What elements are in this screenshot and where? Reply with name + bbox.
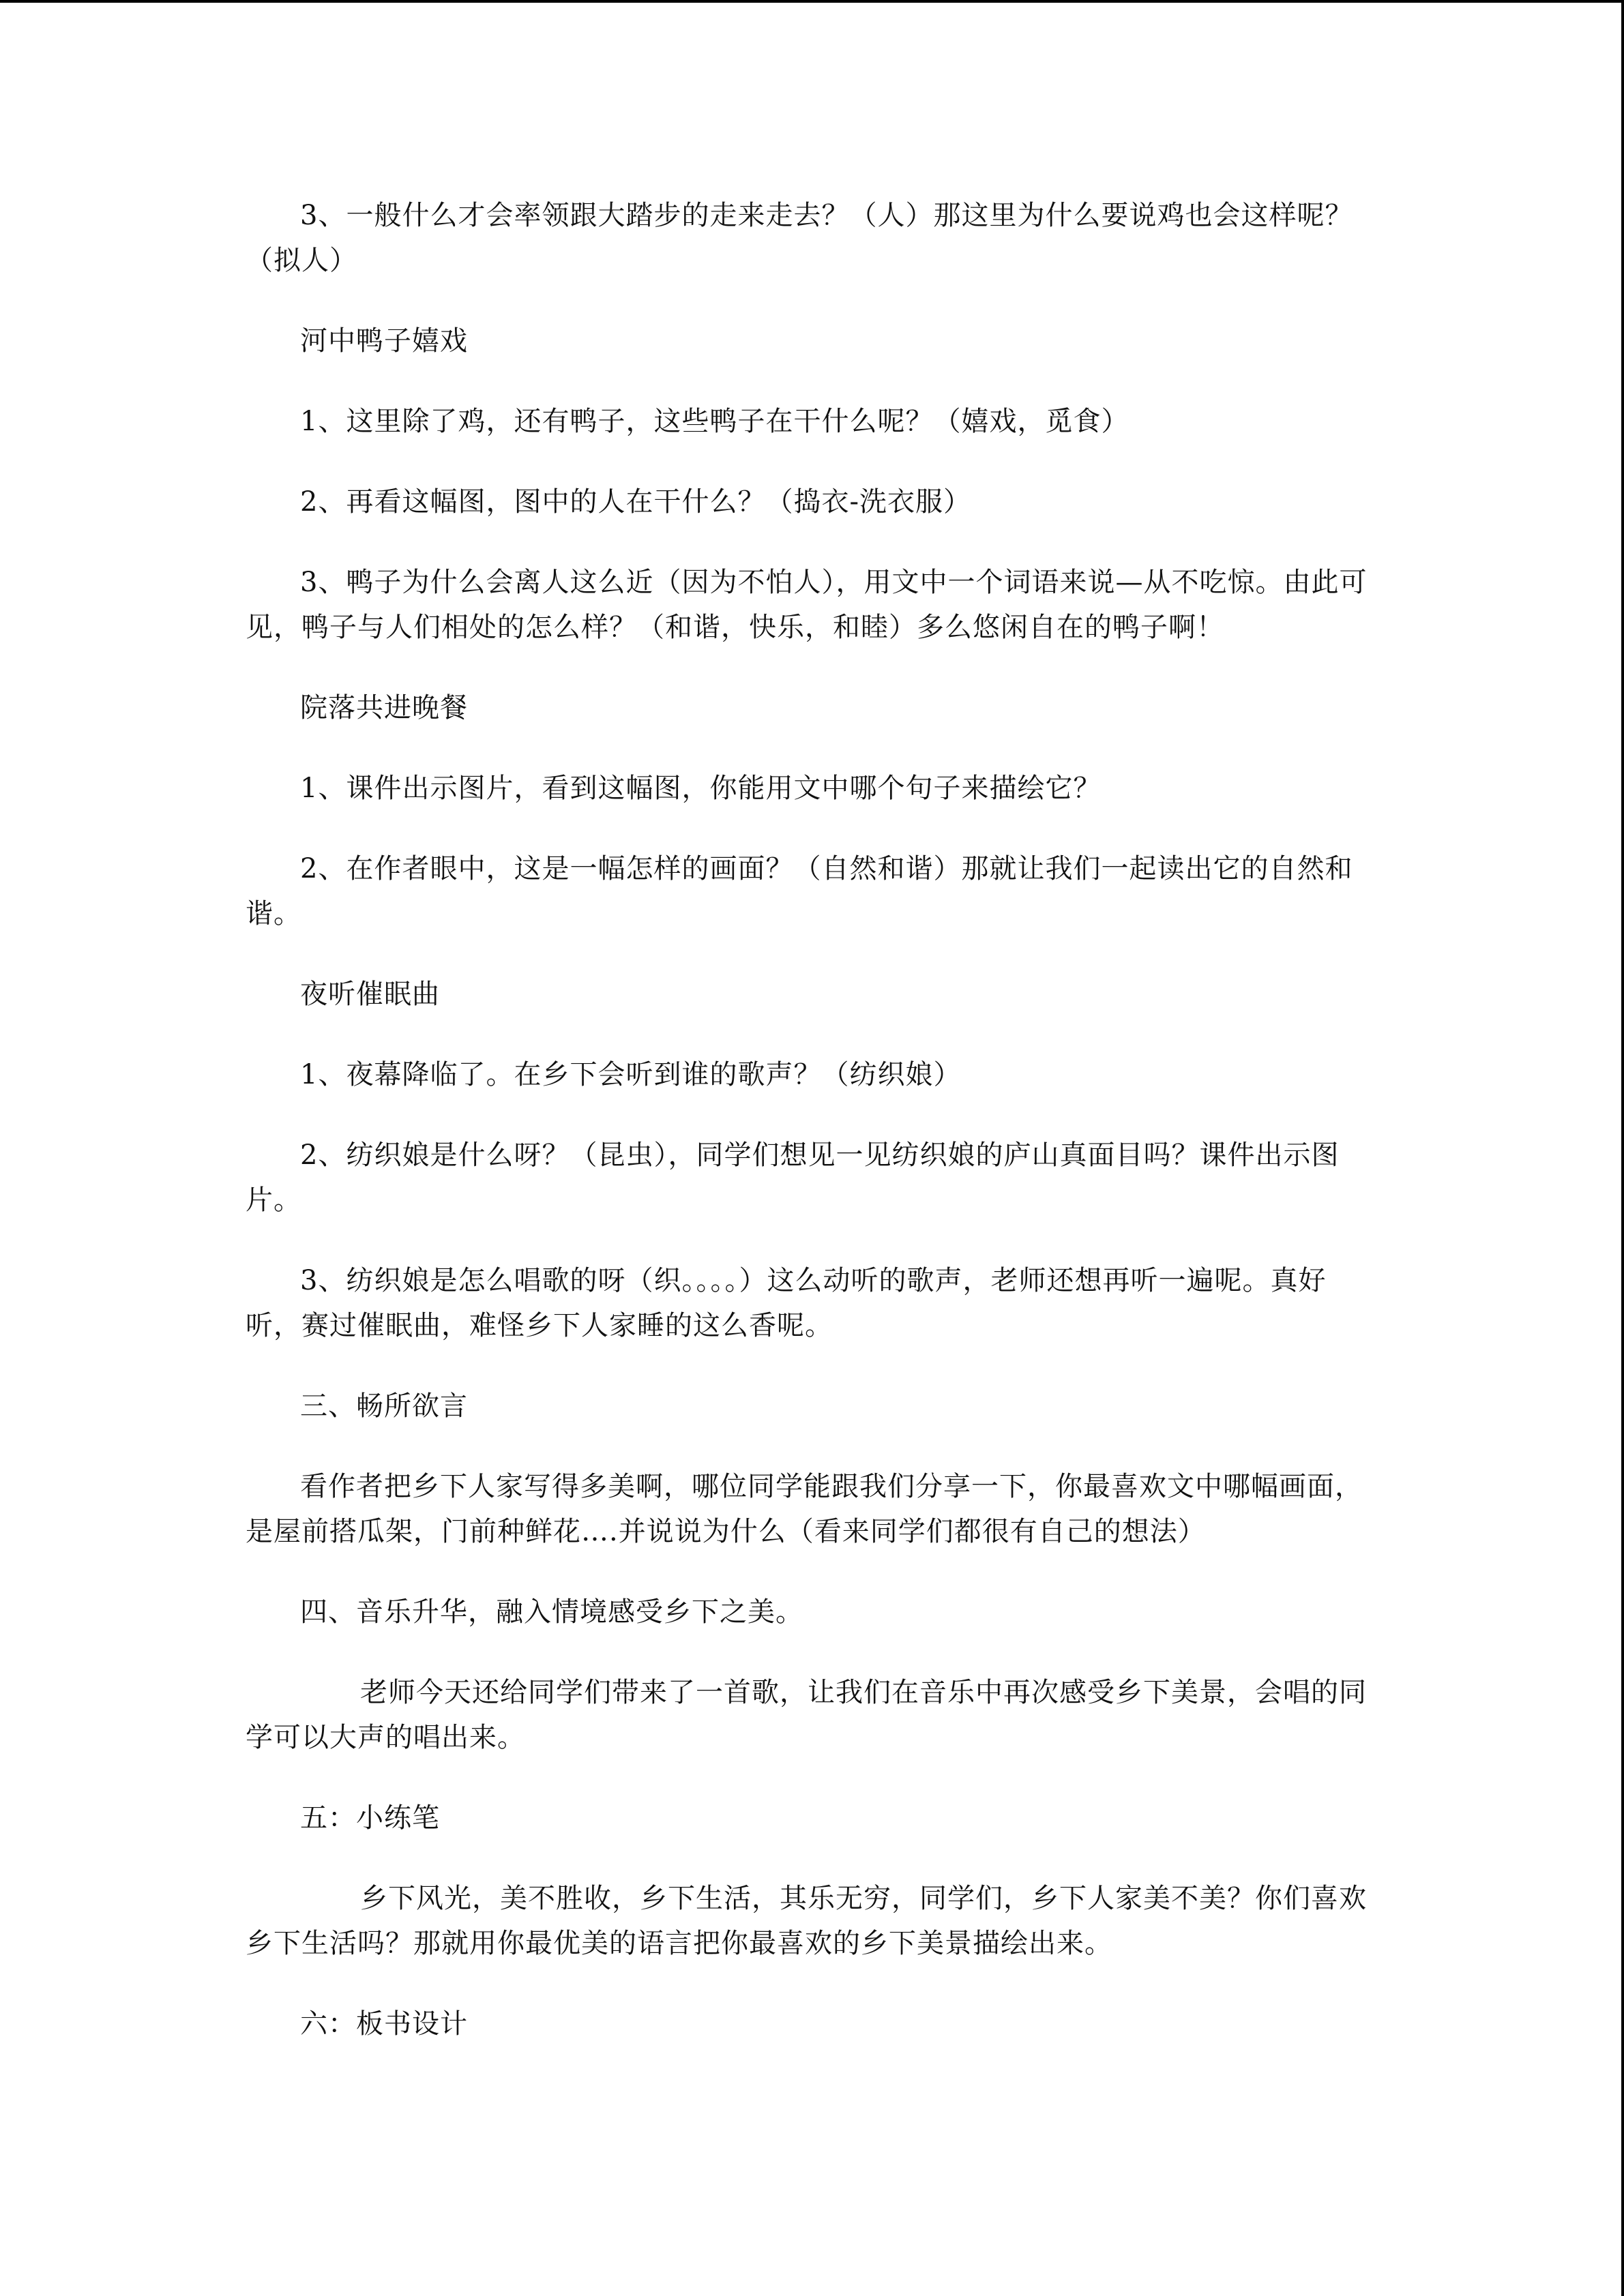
paragraph: 1、课件出示图片，看到这幅图，你能用文中哪个句子来描绘它？ <box>300 773 1102 804</box>
paragraph: 2、纺织娘是什么呀？（昆虫），同学们想见一见纺织娘的庐山真面目吗？课件出示图片。 <box>246 1139 1340 1216</box>
page-top-border <box>0 0 1624 3</box>
paragraph: 3、一般什么才会率领跟大踏步的走来走去？（人）那这里为什么要说鸡也会这样呢？（拟人） <box>246 200 1353 276</box>
paragraph: 2、在作者眼中，这是一幅怎样的画面？（自然和谐）那就让我们一起读出它的自然和谐。 <box>246 853 1353 929</box>
paragraph: 3、鸭子为什么会离人这么近（因为不怕人），用文中一个词语来说—从不吃惊。由此可见，鸭子与人们相处的怎么样？（和谐，快乐，和睦）多么悠闲自在的鸭子啊！ <box>246 567 1368 643</box>
paragraph: 2、再看这幅图，图中的人在干什么？（捣衣-洗衣服） <box>300 486 971 518</box>
section-heading: 五：小练笔 <box>300 1802 440 1834</box>
paragraph: 老师今天还给同学们带来了一首歌，让我们在音乐中再次感受乡下美景，会唱的同学可以大声的唱出来。 <box>246 1677 1367 1753</box>
section-heading: 四、音乐升华，融入情境感受乡下之美。 <box>300 1596 803 1628</box>
paragraph: 看作者把乡下人家写得多美啊，哪位同学能跟我们分享一下，你最喜欢文中哪幅画面，是屋前搭瓜架，门前种鲜花….并说说为什么（看来同学们都很有自己的想法） <box>246 1471 1363 1547</box>
paragraph: 乡下风光，美不胜收，乡下生活，其乐无穷，同学们，乡下人家美不美？你们喜欢乡下生活吗？那就用你最优美的语言把你最喜欢的乡下美景描绘出来。 <box>246 1883 1367 1959</box>
section-heading: 六：板书设计 <box>300 2008 468 2040</box>
paragraph: 3、纺织娘是怎么唱歌的呀（织。。。。）这么动听的歌声，老师还想再听一遍呢。真好听，赛过催眠曲，难怪乡下人家睡的这么香呢。 <box>246 1265 1327 1341</box>
page-right-border <box>1621 0 1624 2296</box>
section-heading: 三、畅所欲言 <box>300 1390 468 1422</box>
paragraph: 1、这里除了鸡，还有鸭子，这些鸭子在干什么呢？（嬉戏，觅食） <box>300 406 1130 437</box>
section-heading: 夜听催眠曲 <box>300 979 440 1010</box>
section-heading: 河中鸭子嬉戏 <box>300 325 468 357</box>
document-body <box>246 193 1381 2046</box>
paragraph: 1、夜幕降临了。在乡下会听到谁的歌声？（纺织娘） <box>300 1059 962 1090</box>
section-heading: 院落共进晚餐 <box>300 692 468 724</box>
